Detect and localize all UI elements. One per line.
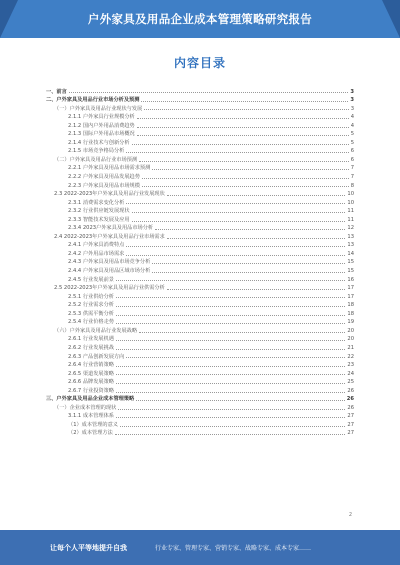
toc-entry-label: （六）户外家具及用品行业发展战略	[54, 327, 138, 334]
toc-entry[interactable]	[46, 402, 354, 411]
toc-entry[interactable]	[46, 342, 354, 351]
toc-dot-leader	[116, 374, 345, 375]
toc-dot-leader	[139, 161, 349, 162]
toc-entry-label: 2.3.3 智能技术发展及应用	[68, 216, 130, 223]
toc-dot-leader	[137, 127, 349, 128]
toc-entry-page: 7	[350, 165, 354, 172]
toc-entry-label: （2）成本管理方法	[68, 430, 113, 437]
toc-entry[interactable]	[46, 265, 354, 274]
toc-dot-leader	[116, 349, 345, 350]
toc-entry-page: 16	[347, 276, 354, 283]
toc-entry[interactable]	[46, 257, 354, 266]
toc-entry-label: 2.2.3 户外家具及用品市场规模	[68, 182, 140, 189]
toc-entry-page: 5	[350, 131, 354, 138]
toc-dot-leader	[136, 400, 345, 401]
toc-entry-label: 2.5.2 行业需求分析	[68, 302, 114, 309]
toc-entry-page: 6	[350, 148, 354, 155]
toc-entry-page: 13	[347, 242, 354, 249]
toc-entry[interactable]	[46, 240, 354, 249]
toc-entry-page: 19	[347, 319, 354, 326]
toc-entry-page: 26	[347, 404, 354, 411]
toc-entry[interactable]	[46, 351, 354, 360]
toc-entry-page: 15	[347, 268, 354, 275]
toc-entry-label: （二）户外家具及用品行业市场预测	[54, 156, 138, 163]
toc-dot-leader	[126, 246, 345, 247]
toc-dot-leader	[126, 203, 345, 204]
toc-entry-page: 20	[347, 327, 354, 334]
toc-heading: 内容目录	[173, 56, 226, 70]
toc-entry[interactable]	[46, 86, 354, 95]
toc-entry-page: 21	[347, 344, 354, 351]
toc-dot-leader	[132, 221, 346, 222]
toc-dot-leader	[115, 434, 346, 435]
toc-entry-page: 23	[347, 362, 354, 369]
toc-entry-label: 2.4.5 行业发展前景	[68, 276, 114, 283]
toc-entry-label: （1）成本管理的意义	[68, 421, 118, 428]
toc-dot-leader	[155, 229, 345, 230]
toc-entry[interactable]	[46, 291, 354, 300]
toc-entry-label: 2.6.6 品牌发展策略	[68, 379, 114, 386]
toc-dot-leader	[116, 366, 345, 367]
toc-entry[interactable]	[46, 385, 354, 394]
toc-entry-page: 12	[347, 225, 354, 232]
toc-entry[interactable]	[46, 377, 354, 386]
toc-dot-leader	[126, 255, 345, 256]
toc-entry-page: 6	[350, 156, 354, 163]
toc-dot-leader	[118, 409, 345, 410]
toc-entry-page: 4	[350, 122, 354, 129]
toc-entry-page: 24	[347, 370, 354, 377]
toc-entry-label: 2.1.5 市场竞争格局分析	[68, 148, 125, 155]
toc-dot-leader	[116, 315, 345, 316]
toc-entry[interactable]	[46, 163, 354, 172]
toc-entry[interactable]	[46, 112, 354, 121]
toc-entry-page: 27	[347, 413, 354, 420]
toc-dot-leader	[116, 392, 345, 393]
toc-dot-leader	[116, 417, 345, 418]
toc-entry-label: 一、前言	[46, 88, 67, 95]
footer-slogan: 让每个人平等地提升自我	[50, 543, 127, 552]
toc-entry[interactable]	[46, 171, 354, 180]
toc-entry-label: 2.5.4 行业价格走势	[68, 319, 114, 326]
toc-entry[interactable]	[46, 231, 354, 240]
toc-dot-leader	[137, 118, 349, 119]
toc-dot-leader	[126, 357, 345, 358]
toc-dot-leader	[141, 101, 348, 102]
toc-dot-leader	[142, 178, 349, 179]
toc-dot-leader	[116, 297, 345, 298]
toc-entry-page: 27	[347, 430, 354, 437]
toc-entry-page: 17	[347, 285, 354, 292]
toc-entry-label: 2.4 2022-2023年户外家具及用品行业市场需求	[54, 233, 165, 240]
toc-entry-page: 14	[347, 250, 354, 257]
toc-dot-leader	[132, 212, 346, 213]
toc-entry-label: 2.6.3 产品创新发展方向	[68, 353, 125, 360]
toc-entry-page: 4	[350, 114, 354, 121]
toc-entry[interactable]	[46, 308, 354, 317]
toc-entry[interactable]	[46, 368, 354, 377]
toc-entry-page: 3	[350, 97, 354, 104]
toc-dot-leader	[167, 289, 346, 290]
toc-entry-label: 2.2.1 户外家具及用品市场需求预测	[68, 165, 151, 172]
toc-dot-leader	[142, 186, 349, 187]
toc-entry-label: 2.3 2022-2023年户外家具及用品行业发展现状	[54, 191, 165, 198]
toc-entry-page: 13	[347, 233, 354, 240]
toc-entry-label: 2.1.3 国际户外用品市场概况	[68, 131, 135, 138]
toc-entry[interactable]	[46, 248, 354, 257]
toc-dot-leader	[116, 306, 345, 307]
toc-entry[interactable]	[46, 137, 354, 146]
toc-entry[interactable]	[46, 360, 354, 369]
toc-entry[interactable]	[46, 325, 354, 334]
toc-dot-leader	[69, 92, 349, 93]
toc-dot-leader	[137, 135, 349, 136]
toc-entry[interactable]	[46, 154, 354, 163]
toc-dot-leader	[116, 323, 345, 324]
toc-entry-label: 2.6.5 渠道发展策略	[68, 370, 114, 377]
toc-entry-label: 2.5.1 行业供给分析	[68, 293, 114, 300]
toc-entry-label: 2.5.3 供需平衡分析	[68, 310, 114, 317]
toc-entry-page: 10	[347, 199, 354, 206]
header-corner-decoration	[382, 0, 400, 38]
toc-dot-leader	[152, 169, 348, 170]
footer-banner	[0, 530, 400, 565]
toc-entry-page: 8	[350, 182, 354, 189]
toc-entry-page: 3	[350, 88, 354, 95]
toc-entry-page: 11	[347, 208, 354, 215]
toc-entry-page: 25	[347, 379, 354, 386]
toc-entry[interactable]	[46, 120, 354, 129]
toc-entry-label: （一）户外家具及用品行业现状与发展	[54, 105, 143, 112]
toc-dot-leader	[132, 144, 349, 145]
toc-entry[interactable]	[46, 300, 354, 309]
toc-dot-leader	[139, 332, 345, 333]
toc-dot-leader	[152, 272, 345, 273]
report-title: 户外家具及用品企业成本管理策略研究报告	[87, 12, 313, 26]
toc-entry-page: 5	[350, 139, 354, 146]
toc-entry-label: 2.4.1 户外家具消费特点	[68, 242, 125, 249]
toc-dot-leader	[120, 426, 345, 427]
toc-entry-label: 3.1.1 成本管理体系	[68, 413, 114, 420]
toc-entry[interactable]	[46, 146, 354, 155]
toc-entry[interactable]	[46, 411, 354, 420]
toc-entry-page: 18	[347, 310, 354, 317]
header-corner-decoration	[0, 0, 18, 38]
toc-entry-page: 3	[350, 105, 354, 112]
toc-dot-leader	[144, 109, 348, 110]
toc-entry-label: 2.1.2 国内户外用品消费趋势	[68, 122, 135, 129]
toc-entry-label: 2.3.4 2023户外家具及用品市场分析	[68, 225, 154, 232]
toc-entry[interactable]	[46, 317, 354, 326]
toc-entry[interactable]	[46, 189, 354, 198]
toc-dot-leader	[167, 195, 346, 196]
toc-entry-page: 11	[347, 216, 354, 223]
toc-entry-label: 2.1.1 户外家具行业规模分析	[68, 114, 135, 121]
toc-entry[interactable]	[46, 180, 354, 189]
toc-entry-label: 2.4.4 户外家具及用品区域市场分析	[68, 268, 151, 275]
toc-entry-page: 7	[350, 174, 354, 181]
toc-entry[interactable]	[46, 214, 354, 223]
toc-entry-label: 2.1.4 行业技术与创新分析	[68, 139, 130, 146]
toc-entry[interactable]	[46, 419, 354, 428]
table-of-contents	[46, 86, 354, 436]
toc-entry[interactable]	[46, 428, 354, 437]
toc-entry-label: 二、户外家具及用品行业市场分析及预测	[46, 97, 140, 104]
toc-entry-label: 2.6.4 行业营销策略	[68, 362, 114, 369]
toc-entry-label: 2.6.2 行业发展挑战	[68, 344, 114, 351]
toc-entry-label: 2.3.2 行业供应链发展现状	[68, 208, 130, 215]
toc-entry[interactable]	[46, 283, 354, 292]
toc-dot-leader	[126, 152, 348, 153]
toc-entry-page: 26	[346, 396, 354, 403]
toc-entry-label: 2.4.2 户外用品市场需求	[68, 250, 125, 257]
toc-dot-leader	[167, 238, 346, 239]
toc-entry[interactable]	[46, 197, 354, 206]
page-number: 2	[348, 512, 352, 518]
toc-entry[interactable]	[46, 103, 354, 112]
toc-entry[interactable]	[46, 129, 354, 138]
toc-entry-page: 27	[347, 421, 354, 428]
toc-dot-leader	[116, 383, 345, 384]
toc-entry-page: 20	[347, 336, 354, 343]
toc-entry-label: 三、户外家具及用品企业成本管理策略	[46, 396, 135, 403]
toc-entry-page: 22	[347, 353, 354, 360]
toc-entry[interactable]	[46, 95, 354, 104]
toc-entry[interactable]	[46, 394, 354, 403]
toc-dot-leader	[152, 263, 345, 264]
toc-entry-page: 15	[347, 259, 354, 266]
toc-dot-leader	[116, 340, 345, 341]
toc-entry-label: 2.6.1 行业发展机遇	[68, 336, 114, 343]
toc-entry-label: （一）企业成本管理的现状	[54, 404, 117, 411]
toc-dot-leader	[116, 280, 345, 281]
toc-entry-page: 18	[347, 302, 354, 309]
toc-entry[interactable]	[46, 206, 354, 215]
toc-entry[interactable]	[46, 334, 354, 343]
toc-entry-label: 2.4.3 户外家具及用品市场竞争分析	[68, 259, 151, 266]
toc-entry-label: 2.3.1 消费需求变化分析	[68, 199, 125, 206]
toc-entry-page: 10	[347, 191, 354, 198]
footer-tagline: 行业专家、管理专家、营销专家、战略专家、成本专家……	[155, 545, 312, 552]
toc-entry-label: 2.2.2 户外家具及用品发展趋势	[68, 174, 140, 181]
toc-entry-label: 2.5 2022-2023年户外家具及用品行业供需分析	[54, 285, 165, 292]
toc-entry-label: 2.6.7 行业投资策略	[68, 387, 114, 394]
toc-entry-page: 17	[347, 293, 354, 300]
toc-entry[interactable]	[46, 274, 354, 283]
header-banner	[0, 0, 400, 38]
toc-entry[interactable]	[46, 223, 354, 232]
toc-entry-page: 26	[347, 387, 354, 394]
